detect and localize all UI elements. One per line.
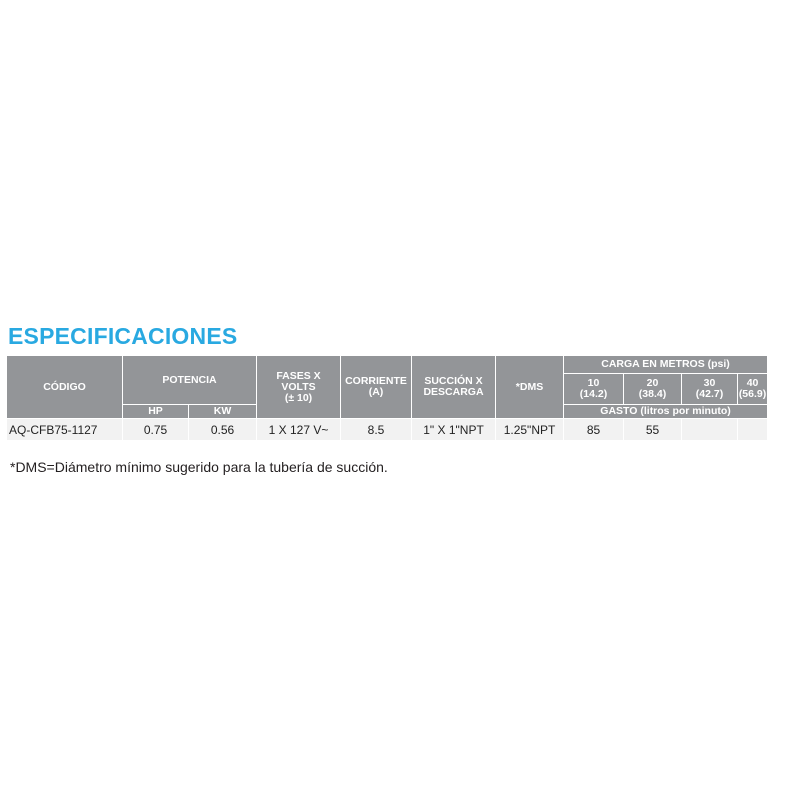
cell-succion: 1" X 1"NPT [412, 419, 496, 441]
carga-meters: 10 [587, 377, 600, 389]
carga-psi: (14.2) [579, 388, 608, 400]
header-kw: KW [189, 405, 257, 419]
cell-codigo: AQ-CFB75-1127 [7, 419, 123, 441]
cell-hp: 0.75 [123, 419, 189, 441]
header-fases-line2: VOLTS [281, 380, 316, 393]
header-gasto: GASTO (litros por minuto) [564, 405, 768, 419]
header-carga-20 [624, 374, 682, 405]
header-corriente-line2: (A) [368, 386, 384, 398]
header-succion-line2: DESCARGA [423, 386, 484, 398]
carga-meters: 20 [646, 377, 659, 389]
header-dms: *DMS [496, 356, 564, 419]
specifications-table [6, 355, 768, 441]
header-fases-line1: FASES X [276, 369, 321, 382]
carga-psi: (42.7) [695, 388, 724, 400]
cell-dms: 1.25"NPT [496, 419, 564, 441]
header-corriente-line1: CORRIENTE [345, 375, 407, 387]
header-corriente [341, 356, 412, 419]
header-succion-descarga [412, 356, 496, 419]
header-carga-40 [738, 374, 768, 405]
section-title: ESPECIFICACIONES [8, 323, 238, 349]
header-fases-volts [257, 356, 341, 419]
header-codigo: CÓDIGO [7, 356, 123, 419]
carga-meters: 40 [746, 377, 759, 389]
cell-gasto-20: 55 [624, 419, 682, 441]
cell-corriente: 8.5 [341, 419, 412, 441]
header-carga-30 [682, 374, 738, 405]
header-fases-line3: (± 10) [284, 391, 313, 404]
footnote: *DMS=Diámetro mínimo sugerido para la tubería de succión. [10, 459, 388, 475]
carga-psi: (38.4) [638, 388, 667, 400]
cell-gasto-10: 85 [564, 419, 624, 441]
carga-psi: (56.9) [738, 388, 767, 400]
carga-meters: 30 [703, 377, 716, 389]
cell-fases: 1 X 127 V~ [257, 419, 341, 441]
cell-kw: 0.56 [189, 419, 257, 441]
table-row [7, 419, 768, 441]
header-carga-metros: CARGA EN METROS (psi) [564, 356, 768, 374]
header-succion-line1: SUCCIÓN X [424, 375, 483, 387]
cell-gasto-30 [682, 419, 738, 441]
header-hp: HP [123, 405, 189, 419]
header-potencia: POTENCIA [123, 356, 257, 405]
cell-gasto-40 [738, 419, 768, 441]
header-carga-10 [564, 374, 624, 405]
